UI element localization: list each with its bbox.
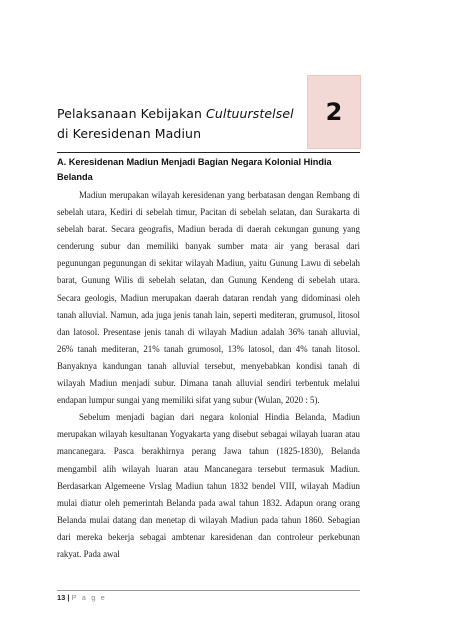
body-text <box>57 187 360 563</box>
chapter-title-part2: di Keresidenan Madiun <box>57 126 202 141</box>
page-number: 13 <box>57 593 66 602</box>
page-footer <box>57 593 106 602</box>
chapter-number-box <box>307 75 361 149</box>
footer-separator: | <box>65 593 72 602</box>
chapter-number: 2 <box>325 98 343 126</box>
section-heading: A. Keresidenan Madiun Menjadi Bagian Negara Kolonial Hindia Belanda <box>57 157 332 182</box>
chapter-title-part1: Pelaksanaan Kebijakan <box>57 106 207 121</box>
chapter-title <box>57 104 307 144</box>
paragraph-1: Madiun merupakan wilayah keresidenan yang berbatasan dengan Rembang di sebelah utara, Kediri di sebelah timur, Pacitan di sebelah selatan, dan Surakarta di sebelah barat. Secara geografis, Madiun berada di daerah cekungan gunung yang cenderung subur dan memiliki banyak sumber mata air yang berasal dari pegunungan pegunungan di sekitar wilayah Madiun, yaitu Gunung Lawu di sebelah barat, Gunung Wilis di sebelah selatan, dan Gunung Kendeng di sebelah utara. Secara geologis, Madiun merupakan daerah dataran rendah yang didominasi oleh tanah alluvial. Namun, ada juga jenis tanah lain, seperti mediteran, grumusol, litosol dan latosol. Presentase jenis tanah di wilayah Madiun adalah 36% tanah alluvial, 26% tanah mediteran, 21% tanah grumosol, 13% latosol, dan 4% tanah litosol. Banyaknya kandungan tanah alluvial tersebut, menyebabkan kondisi tanah di wilayah Madiun menjadi subur. Dimana tanah alluvial sendiri terbentuk melalui endapan lumpur sungai yang memiliki sifat yang subur (Wulan, 2020 : 5). <box>57 190 360 406</box>
paragraph-2: Sebelum menjadi bagian dari negara kolonial Hindia Belanda, Madiun merupakan wilayah kesultanan Yogyakarta yang disebut sebagai wilayah luaran atau mancanegara. Pasca berakhirnya perang Jawa tahun (1825-1830), Belanda mengambil alih wilayah luaran atau Mancanegara tersebut termasuk Madiun. Berdasarkan Algemeene Vrslag Madiun tahun 1832 bendel VIII, wilayah Madiun mulai diatur oleh pemerintah Belanda pada awal tahun 1832. Adapun orang orang Belanda mulai datang dan menetap di wilayah Madiun pada tahun 1860. Sebagian dari mereka bekerja sebagai ambtenar karesidenan dan controleur perkebunan rakyat. Pada awal <box>57 412 360 559</box>
chapter-divider <box>57 152 360 153</box>
footer-divider <box>57 590 360 591</box>
chapter-title-italic: Cultuurstelsel <box>206 106 294 121</box>
page-label: P a g e <box>71 593 107 602</box>
